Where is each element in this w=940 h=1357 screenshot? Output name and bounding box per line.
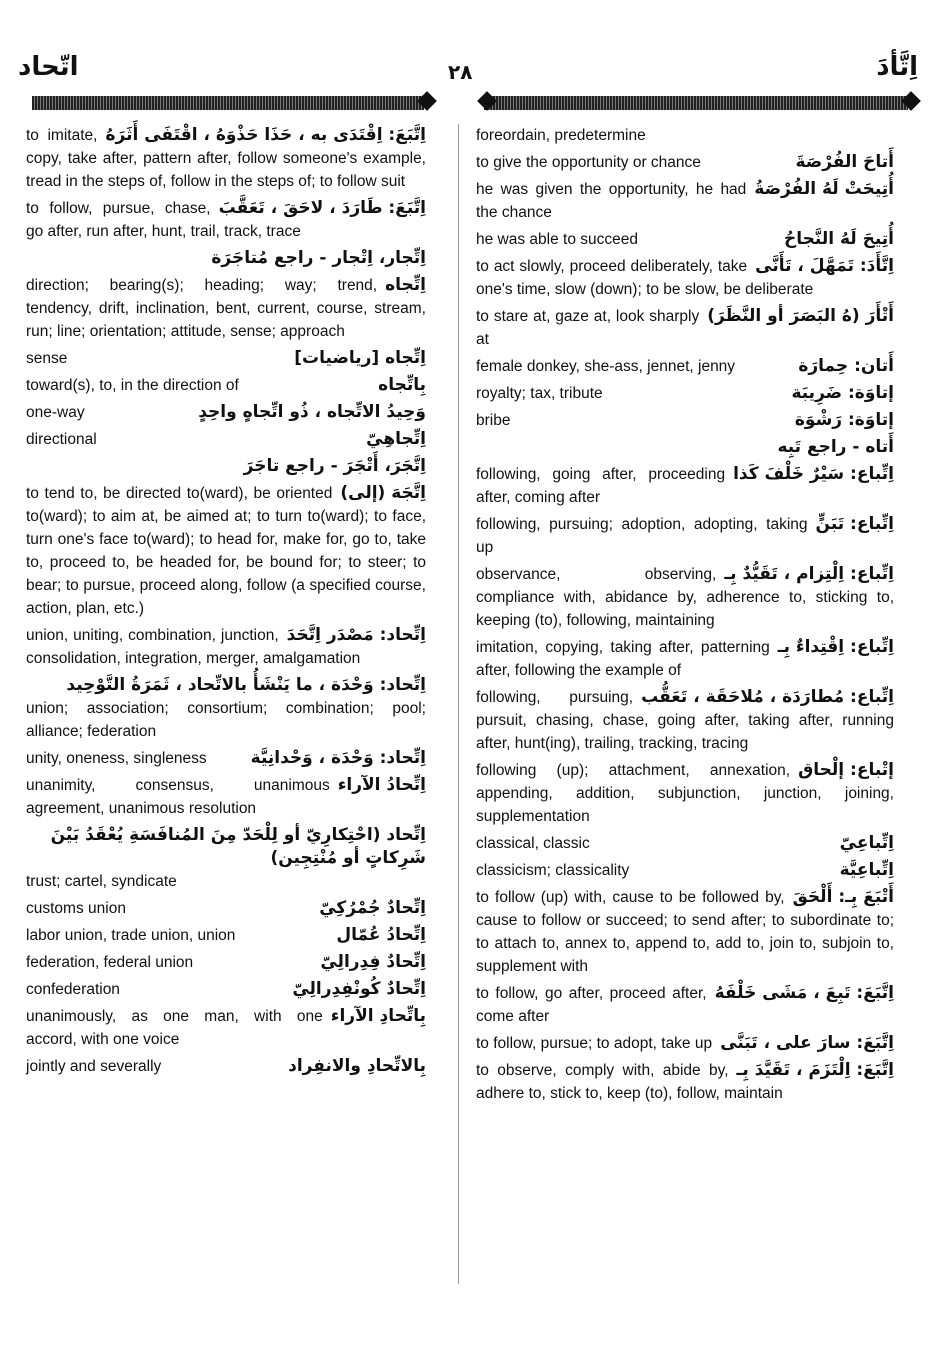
entry-headword: أَتْبَعَ بِـ: أَلْحَقَ	[792, 887, 894, 907]
dictionary-entry	[26, 774, 426, 820]
dictionary-entry	[26, 978, 426, 1001]
entry-headword: اِتِّحاد: مَصْدَر اِتَّحَدَ	[286, 625, 426, 645]
entry-definition: toward(s), to, in the direction of	[26, 377, 239, 394]
entry-headword: اِتِّحادٌ جُمْرُكِيّ	[319, 898, 426, 918]
dictionary-entry	[26, 428, 426, 451]
entry-definition: classical, classic	[476, 835, 590, 852]
guide-word-left: اتّحاد	[18, 52, 79, 82]
entry-headword: اِتِّجاه	[385, 275, 426, 295]
entry-definition: unanimity, consensus, unanimous agreement, unanimous resolution	[26, 777, 330, 817]
entry-headword: اِتِّباعِيّ	[839, 833, 894, 853]
page-number: ٢٨	[448, 60, 473, 84]
entry-headword: بِاتِّجاه	[378, 375, 426, 395]
entry-headword: إتاوَة: رَشْوَة	[794, 410, 894, 430]
dictionary-entry: اِتَّجَرَ، أَتْجَرَ - راجع تاجَرَ	[243, 456, 426, 476]
dictionary-entry: اِتِّجار، اِتْجار - راجع مُتاجَرَة	[211, 248, 426, 268]
entry-headword: أَتان: حِمارَة	[798, 356, 894, 376]
entry-headword: أُتِيحَ لَهُ النَّجاحُ	[784, 229, 894, 249]
dictionary-entry	[26, 674, 426, 743]
dictionary-entry	[476, 636, 894, 682]
entry-definition: to follow, pursue, chase, go after, run after, hunt, trail, track, trace	[26, 200, 301, 240]
dictionary-entry	[476, 305, 894, 351]
entry-headword: اِتِّباع: تَبَنٍّ	[815, 514, 894, 534]
dictionary-entry	[476, 982, 894, 1028]
entry-headword: اِتِّحادٌ فِدِرالِيّ	[320, 952, 426, 972]
entry-headword: بِالاتِّحادِ والانفِراد	[288, 1056, 426, 1076]
dictionary-entry	[26, 747, 426, 770]
dictionary-entry	[476, 355, 894, 378]
dictionary-entry	[26, 824, 426, 893]
entry-headword: أَتْأَرَ (هُ البَصَرَ أو النَّظَرَ)	[707, 306, 894, 326]
column-divider	[458, 124, 459, 1284]
entry-definition: union, uniting, combination, junction, consolidation, integration, merger, amalgamation	[26, 627, 361, 667]
entry-definition: to imitate, copy, take after, pattern after, follow someone's example, tread in the steps of, follow in the steps of; to follow suit	[26, 127, 426, 190]
dictionary-entry	[26, 482, 426, 620]
entry-definition: to tend to, be directed to(ward), be oriented to(ward); to aim at, be aimed at; to turn to(ward); to face, turn one's face to(ward); to head for, make for, go to, take to, proceed to, be headed for, be bound for; to steer; to bear; to pursue, proceed along, follow (a specified course, action, plan, etc.)	[26, 485, 426, 617]
entry-definition: to act slowly, proceed deliberately, take one's time, slow (down); to be slow, be deliberate	[476, 258, 814, 298]
entry-definition: sense	[26, 350, 68, 367]
entry-definition: bribe	[476, 412, 511, 429]
entry-headword: أَتاحَ الفُرْصَةَ	[795, 152, 894, 172]
entry-definition: one-way	[26, 404, 85, 421]
entry-headword: اِتَّبَعَ: سارَ على ، تَبَنَّى	[720, 1033, 894, 1053]
dictionary-entry	[26, 374, 426, 397]
entry-headword: اِتَّأَدَ: تَمَهَّلَ ، تَأَنَّى	[755, 256, 894, 276]
entry-headword: اِتَّبَعَ: تَبِعَ ، مَشَى خَلْفَهُ	[714, 983, 894, 1003]
entry-definition: observance, observing, compliance with, abidance by, adherence to, sticking to, keeping (to), following, maintaining	[476, 566, 894, 629]
dictionary-entry	[476, 832, 894, 855]
entry-headword: اِتِّحادُ الآراء	[337, 775, 426, 795]
entry-definition: classicism; classicality	[476, 862, 630, 879]
entry-headword: اِتِّباع: مُطارَدَة ، مُلاحَقَة ، تَعَقُّب	[641, 687, 894, 707]
header-rule-left	[32, 96, 424, 110]
entry-headword: إتْباع: إلْحاق	[798, 760, 894, 780]
entry-definition: following, pursuing; adoption, adopting, taking up	[476, 516, 808, 556]
entry-headword: اِتِّحادُ عُمّال	[336, 925, 426, 945]
entry-definition: to observe, comply with, abide by, adhere to, stick to, keep (to), follow, maintain	[476, 1062, 783, 1102]
entry-definition: female donkey, she-ass, jennet, jenny	[476, 358, 736, 375]
entry-definition: federation, federal union	[26, 954, 194, 971]
dictionary-entry	[476, 382, 894, 405]
entry-headword: اِتِّحادٌ كُونْفِدِرالِيّ	[292, 979, 426, 999]
entry-headword: بِاتِّحادِ الآراء	[330, 1006, 426, 1026]
header-rule-right	[484, 96, 908, 110]
entry-definition: directional	[26, 431, 97, 448]
dictionary-entry	[476, 859, 894, 882]
entry-headword: اِتِّجاهِيّ	[366, 429, 426, 449]
dictionary-entry: أَتاه - راجع تَبِه	[777, 437, 894, 457]
entry-headword: اِتِّباع: سَيْرٌ خَلْفَ كَذا	[733, 464, 894, 484]
entry-headword: وَحِيدُ الاتِّجاه ، ذُو اتِّجاهٍ واحِدٍ	[198, 402, 426, 422]
dictionary-entry	[26, 924, 426, 947]
dictionary-entry	[26, 897, 426, 920]
dictionary-entry	[476, 563, 894, 632]
entry-headword: اِتَّبَعَ: اِلْتَزَمَ ، تَقَيَّدَ بِـ	[736, 1060, 894, 1080]
dictionary-entry	[26, 1005, 426, 1051]
entry-definition: following, pursuing, pursuit, chasing, chase, going after, taking after, running after, hunt(ing), trailing, tracking, tracing	[476, 689, 894, 752]
dictionary-entry	[476, 409, 894, 432]
entry-definition: he was able to succeed	[476, 231, 638, 248]
dictionary-entry	[26, 1055, 426, 1078]
entry-headword: اِتَّبَعَ: طَارَدَ ، لاحَقَ ، تَعَقَّبَ	[218, 198, 426, 218]
entry-headword: اِتِّباعِيَّة	[839, 860, 894, 880]
entry-headword: اِتِّباع: اِقْتِداءٌ بِـ	[777, 637, 894, 657]
guide-word-right: اِتَّأدَ	[876, 52, 918, 82]
dictionary-entry	[476, 463, 894, 509]
right-column	[476, 124, 894, 1109]
dictionary-entry	[476, 178, 894, 224]
entry-definition: direction; bearing(s); heading; way; trend, tendency, drift, inclination, bent, current, course, stream, run; line; orientation; attitude, sense; approach	[26, 277, 426, 340]
entry-definition: to follow, pursue; to adopt, take up	[476, 1035, 713, 1052]
entry-definition: jointly and severally	[26, 1058, 162, 1075]
dictionary-entry	[476, 513, 894, 559]
dictionary-entry	[26, 951, 426, 974]
dictionary-entry	[476, 1059, 894, 1105]
entry-definition: trust; cartel, syndicate	[26, 873, 177, 890]
entry-headword: اِتِّحاد (احْتِكارِيّ أو لِلْحَدّ مِنَ المُنافَسَةِ يُعْقَدُ بَيْنَ شَرِكاتٍ أو مُنْتِجِين)	[50, 825, 426, 868]
entry-definition: following, going after, proceeding after, coming after	[476, 466, 726, 506]
dictionary-entry	[26, 274, 426, 343]
entry-definition: to follow (up) with, cause to be followed by, cause to follow or succeed; to send after; to subordinate to; to attach to, annex to, append to, add to, join to, subjoin to, supplement with	[476, 889, 894, 975]
dictionary-entry	[476, 759, 894, 828]
dictionary-entry	[26, 197, 426, 243]
entry-headword: أُتِيحَتْ لَهُ الفُرْصَةُ	[754, 179, 894, 199]
entry-headword: اِتِّحاد: وَحْدَة ، وَحْدانِيَّة	[250, 748, 426, 768]
entry-headword: اِتِّجاه [رياضيات]	[294, 348, 426, 368]
dictionary-entry	[476, 151, 894, 174]
dictionary-entry	[476, 124, 894, 147]
entry-definition: customs union	[26, 900, 126, 917]
entry-headword: اِتَّبَعَ: اِقْتَدَى به ، حَذَا حَذْوَهُ ، اقْتَفَى أَثَرَهُ	[105, 125, 426, 145]
dictionary-entry	[26, 401, 426, 424]
entry-definition: to follow, go after, proceed after, come after	[476, 985, 707, 1025]
entry-definition: unanimously, as one man, with one accord, with one voice	[26, 1008, 323, 1048]
dictionary-entry	[26, 347, 426, 370]
entry-headword: اِتِّباع: اِلْتِزام ، تَقَيُّدٌ بِـ	[724, 564, 894, 584]
left-column	[26, 124, 426, 1082]
entry-definition: to give the opportunity or chance	[476, 154, 701, 171]
dictionary-entry	[476, 686, 894, 755]
entry-definition: confederation	[26, 981, 120, 998]
entry-definition: labor union, trade union, union	[26, 927, 236, 944]
dictionary-entry	[476, 1032, 894, 1055]
entry-definition: following (up); attachment, annexation, appending, addition, subjunction, junction, joining, supplementation	[476, 762, 894, 825]
dictionary-entry	[476, 886, 894, 978]
entry-definition: to stare at, gaze at, look sharply at	[476, 308, 700, 348]
entry-definition: imitation, copying, taking after, patterning after, following the example of	[476, 639, 770, 679]
entry-definition: he was given the opportunity, he had the chance	[476, 181, 747, 221]
entry-definition: foreordain, predetermine	[476, 127, 646, 144]
entry-headword: إتاوَة: ضَرِيبَة	[791, 383, 894, 403]
entry-headword: اِتِّحاد: وَحْدَة ، ما يَنْشَأُ بالاتِّحاد ، ثَمَرَةُ التَّوْحِيد	[66, 675, 426, 695]
dictionary-entry	[26, 624, 426, 670]
entry-definition: union; association; consortium; combination; pool; alliance; federation	[26, 700, 426, 740]
entry-definition: royalty; tax, tribute	[476, 385, 603, 402]
dictionary-entry	[476, 228, 894, 251]
entry-definition: unity, oneness, singleness	[26, 750, 207, 767]
entry-headword: اِتَّجَهَ (إلى)	[340, 483, 426, 503]
dictionary-entry	[476, 255, 894, 301]
dictionary-entry	[26, 124, 426, 193]
